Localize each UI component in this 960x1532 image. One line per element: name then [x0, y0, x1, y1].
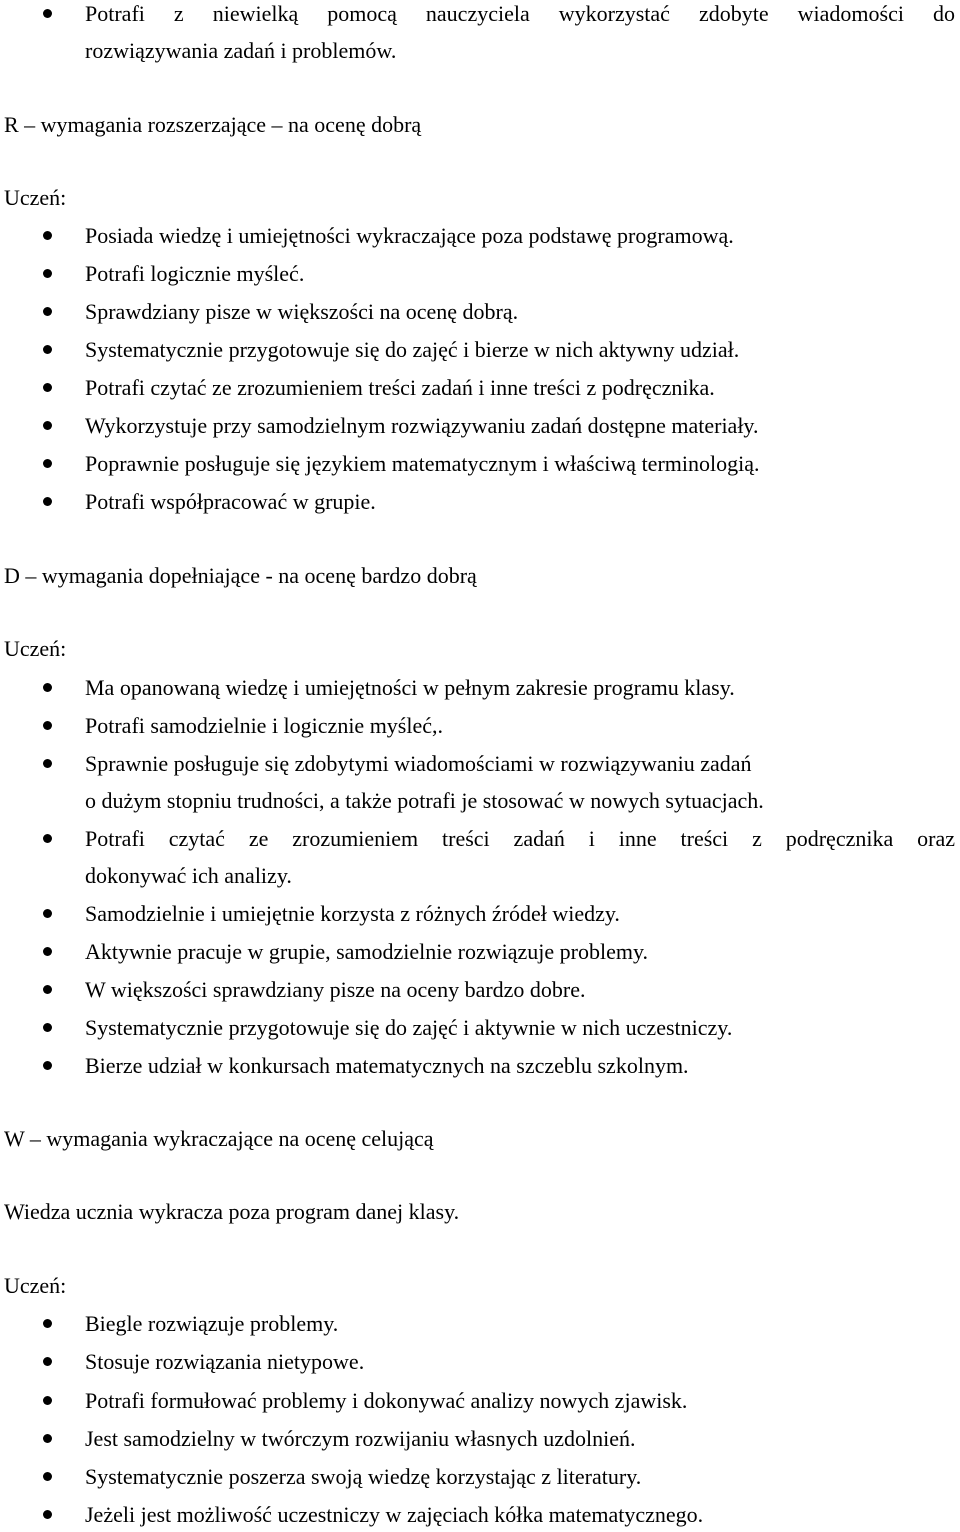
list-item: Posiada wiedzę i umiejętności wykraczające poza podstawę programową. — [85, 223, 734, 248]
list-item: Potrafi formułować problemy i dokonywać analizy nowych zjawisk. — [85, 1388, 688, 1413]
list-item: Aktywnie pracuje w grupie, samodzielnie rozwiązuje problemy. — [85, 939, 649, 964]
bullet-icon — [43, 421, 52, 430]
bullet-icon — [43, 683, 52, 692]
list-item: Stosuje rozwiązania nietypowe. — [85, 1349, 365, 1374]
section-heading-r: R – wymagania rozszerzające – na ocenę dobrą — [4, 112, 422, 137]
list-item: Jeżeli jest możliwość uczestniczy w zajęciach kółka matematycznego. — [85, 1502, 704, 1527]
list-item: Sprawdziany pisze w większości na ocenę dobrą. — [85, 299, 519, 324]
bullet-icon — [43, 459, 52, 468]
bullet-icon — [43, 9, 52, 18]
list-item: Ma opanowaną wiedzę i umiejętności w pełnym zakresie programu klasy. — [85, 675, 735, 700]
student-label: Uczeń: — [4, 185, 67, 210]
list-item: Potrafi czytać ze zrozumieniem treści zadań i inne treści z podręcznika. — [85, 375, 715, 400]
list-item: W większości sprawdziany pisze na oceny bardzo dobre. — [85, 977, 586, 1002]
list-item: Systematycznie przygotowuje się do zajęć i bierze w nich aktywny udział. — [85, 337, 740, 362]
list-item-line: Potrafi z niewielką pomocą nauczyciela wykorzystać zdobyte wiadomości do — [85, 1, 955, 26]
list-item: Wykorzystuje przy samodzielnym rozwiązywaniu zadań dostępne materiały. — [85, 413, 759, 438]
bullet-icon — [43, 307, 52, 316]
list-item: Potrafi logicznie myśleć. — [85, 261, 305, 286]
list-item: Potrafi samodzielnie i logicznie myśleć,. — [85, 713, 444, 738]
list-item-line: Potrafi czytać ze zrozumieniem treści zadań i inne treści z podręcznika oraz — [85, 826, 955, 851]
bullet-icon — [43, 383, 52, 392]
bullet-icon — [43, 497, 52, 506]
bullet-icon — [43, 1357, 52, 1366]
bullet-icon — [43, 1434, 52, 1443]
bullet-icon — [43, 231, 52, 240]
section-subheading: Wiedza ucznia wykracza poza program danej klasy. — [4, 1199, 460, 1224]
list-item: Potrafi współpracować w grupie. — [85, 489, 376, 514]
bullet-icon — [43, 721, 52, 730]
bullet-icon — [43, 947, 52, 956]
list-item-line: o dużym stopniu trudności, a także potrafi je stosować w nowych sytuacjach. — [85, 788, 764, 813]
list-item: Jest samodzielny w twórczym rozwijaniu własnych uzdolnień. — [85, 1426, 636, 1451]
bullet-icon — [43, 1472, 52, 1481]
list-item: Poprawnie posługuje się językiem matematycznym i właściwą terminologią. — [85, 451, 760, 476]
list-item-line: rozwiązywania zadań i problemów. — [85, 38, 397, 63]
bullet-icon — [43, 345, 52, 354]
list-item: Systematycznie poszerza swoją wiedzę korzystając z literatury. — [85, 1464, 642, 1489]
bullet-icon — [43, 909, 52, 918]
list-item: Biegle rozwiązuje problemy. — [85, 1311, 339, 1336]
bullet-icon — [43, 1061, 52, 1070]
bullet-icon — [43, 1023, 52, 1032]
list-item: Bierze udział w konkursach matematycznych na szczeblu szkolnym. — [85, 1053, 689, 1078]
list-item-line: dokonywać ich analizy. — [85, 863, 292, 888]
list-item-line: Sprawnie posługuje się zdobytymi wiadomościami w rozwiązywaniu zadań — [85, 751, 752, 776]
section-heading-w: W – wymagania wykraczające na ocenę celującą — [4, 1126, 434, 1151]
student-label: Uczeń: — [4, 636, 67, 661]
section-heading-d: D – wymagania dopełniające - na ocenę bardzo dobrą — [4, 563, 477, 588]
student-label: Uczeń: — [4, 1273, 67, 1298]
list-item: Samodzielnie i umiejętnie korzysta z różnych źródeł wiedzy. — [85, 901, 620, 926]
bullet-icon — [43, 269, 52, 278]
bullet-icon — [43, 834, 52, 843]
bullet-icon — [43, 759, 52, 768]
bullet-icon — [43, 1396, 52, 1405]
bullet-icon — [43, 1510, 52, 1519]
bullet-icon — [43, 1319, 52, 1328]
list-item: Systematycznie przygotowuje się do zajęć i aktywnie w nich uczestniczy. — [85, 1015, 733, 1040]
bullet-icon — [43, 985, 52, 994]
